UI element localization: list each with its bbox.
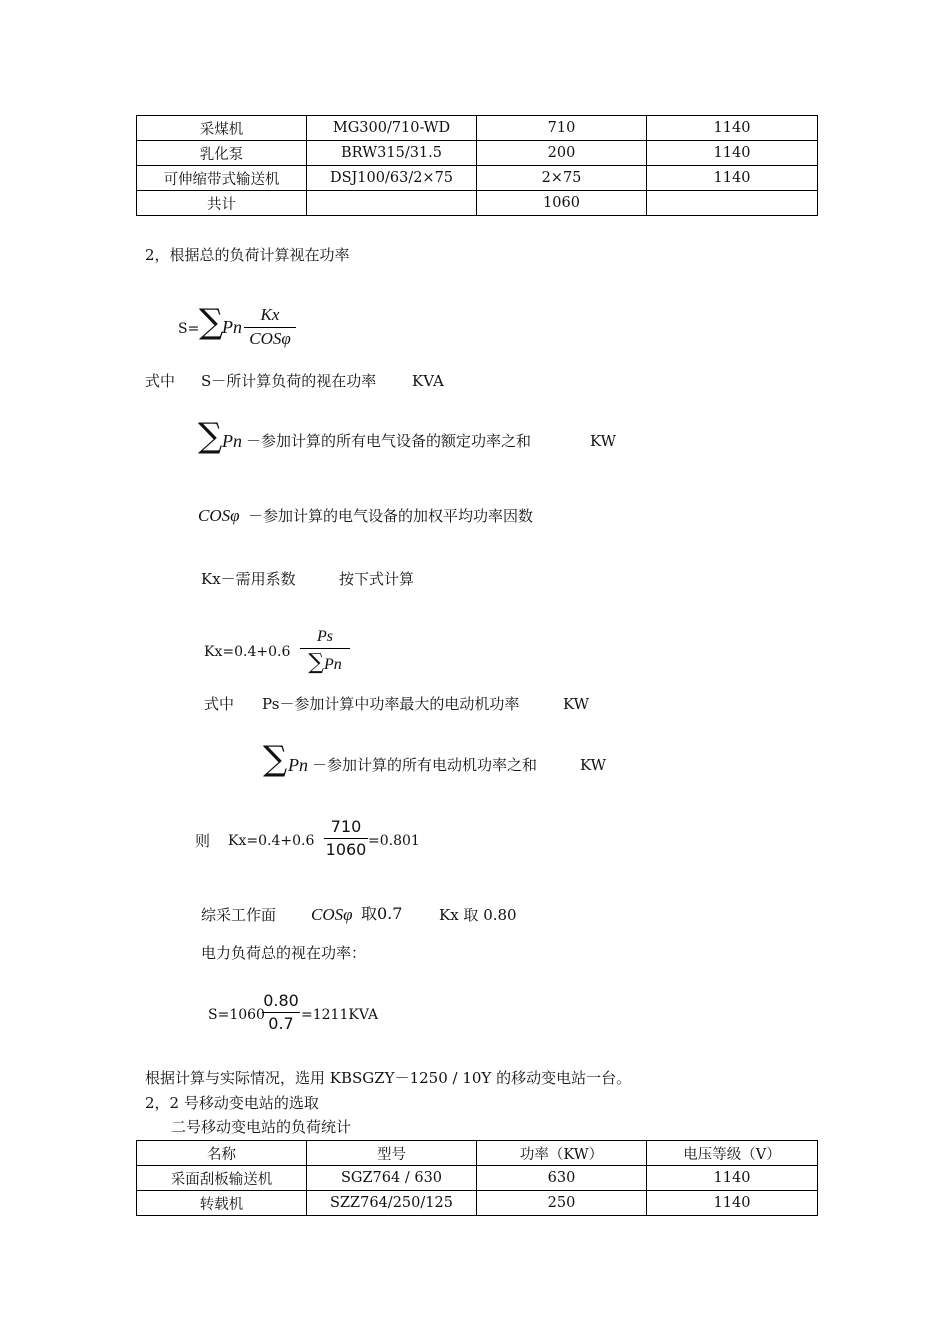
table-row <box>137 166 818 191</box>
table-cell: 1140 <box>647 141 818 166</box>
fraction-numerator: Kx <box>260 305 280 324</box>
face-kx: Kx 取 0.80 <box>439 906 517 924</box>
formula-pn: Pn <box>222 317 242 337</box>
def-pn2-symbol: Pn <box>288 755 308 775</box>
load-table-2 <box>136 1140 818 1216</box>
def-cos: －参加计算的电气设备的加权平均功率因数 <box>248 507 534 525</box>
table-cell: 可伸缩带式输送机 <box>137 166 307 191</box>
table-cell: DSJ100/63/2×75 <box>307 166 477 191</box>
table-cell: 1060 <box>477 191 647 216</box>
def-intro: 式中 <box>145 372 176 390</box>
sigma-symbol: ∑ <box>198 416 223 456</box>
formula-kx-fraction <box>244 306 296 348</box>
def-ps: Ps－参加计算中功率最大的电动机功率 <box>262 695 520 713</box>
sigma-symbol: ∑ <box>199 302 224 342</box>
table-row <box>137 141 818 166</box>
table-cell: 1140 <box>647 1166 818 1191</box>
formula-s-label: S= <box>178 321 200 337</box>
table-cell: SZZ764/250/125 <box>307 1191 477 1216</box>
def-kx: Kx－需用系数 <box>201 570 296 588</box>
table-cell: 采煤机 <box>137 116 307 141</box>
fraction-bar <box>244 327 296 328</box>
table-cell: 1140 <box>647 1191 818 1216</box>
table-cell: 250 <box>477 1191 647 1216</box>
fraction-bar <box>324 838 368 839</box>
fraction-bar <box>262 1012 300 1013</box>
face-cos-value: 取0.7 <box>361 904 403 923</box>
fraction-denominator: 1060 <box>325 839 367 859</box>
def-ps-unit: KW <box>563 695 590 713</box>
fraction-numerator: Ps <box>317 628 333 645</box>
fraction-denominator: COSφ <box>249 328 291 348</box>
def-pn: －参加计算的所有电气设备的额定功率之和 <box>246 432 532 450</box>
fraction-denominator <box>300 651 350 675</box>
table-cell: 2×75 <box>477 166 647 191</box>
calc-kx-label: Kx=0.4+0.6 <box>228 833 315 849</box>
def-pn2: －参加计算的所有电动机功率之和 <box>312 756 538 774</box>
table-row <box>137 191 818 216</box>
table-cell: MG300/710-WD <box>307 116 477 141</box>
calc-then: 则 <box>195 832 211 850</box>
table-cell <box>307 191 477 216</box>
load-table-1-body <box>137 116 818 216</box>
conclusion-text: 根据计算与实际情况，选用 KBSGZY－1250 / 10Y 的移动变电站一台。 <box>145 1069 632 1087</box>
fraction-denominator: 0.7 <box>268 1013 294 1033</box>
fraction-numerator: 710 <box>330 817 362 836</box>
table-cell: 乳化泵 <box>137 141 307 166</box>
def2-intro: 式中 <box>204 695 235 713</box>
table-cell: 200 <box>477 141 647 166</box>
table-header-cell: 型号 <box>307 1141 477 1166</box>
calc-kx-fraction <box>324 818 368 858</box>
face-cos: COSφ <box>311 905 353 924</box>
def-s: S－所计算负荷的视在功率 <box>201 372 377 390</box>
table-row <box>137 116 818 141</box>
table-cell: 630 <box>477 1166 647 1191</box>
fraction-numerator: 0.80 <box>263 991 299 1010</box>
table-cell: SGZ764 / 630 <box>307 1166 477 1191</box>
table-header-row <box>137 1141 818 1166</box>
def-kx-note: 按下式计算 <box>339 570 415 588</box>
table-2-title: 二号移动变电站的负荷统计 <box>171 1118 352 1136</box>
table-row <box>137 1191 818 1216</box>
def-pn-unit: KW <box>590 432 617 450</box>
table-cell: 转载机 <box>137 1191 307 1216</box>
table-row <box>137 1166 818 1191</box>
def-pn-symbol: Pn <box>222 431 242 451</box>
s-calc-result: =1211KVA <box>301 1007 379 1023</box>
kx-formula-label: Kx=0.4+0.6 <box>204 644 291 660</box>
pn-symbol: Pn <box>323 655 342 673</box>
table-cell: 1140 <box>647 166 818 191</box>
s-calc-label: S=1060 <box>208 1007 265 1023</box>
sigma-symbol: ∑ <box>308 649 324 675</box>
table-header-cell: 功率（KW） <box>477 1141 647 1166</box>
calc-kx-result: =0.801 <box>368 833 420 849</box>
table-cell: 1140 <box>647 116 818 141</box>
kx-formula-fraction <box>300 628 350 675</box>
face-label: 综采工作面 <box>201 906 277 924</box>
table-cell: 采面刮板输送机 <box>137 1166 307 1191</box>
table-cell: 共计 <box>137 191 307 216</box>
load-table-1 <box>136 115 818 216</box>
table-cell: BRW315/31.5 <box>307 141 477 166</box>
fraction-bar <box>300 648 350 649</box>
section-heading-substation-2: 2，2 号移动变电站的选取 <box>145 1094 319 1112</box>
table-header-cell: 名称 <box>137 1141 307 1166</box>
table-cell <box>647 191 818 216</box>
s-calc-fraction <box>262 992 300 1032</box>
def-s-unit: KVA <box>412 372 444 390</box>
table-cell: 710 <box>477 116 647 141</box>
load-table-2-header <box>137 1141 818 1166</box>
load-table-2-body <box>137 1166 818 1216</box>
def-pn2-unit: KW <box>580 756 607 774</box>
section-heading-apparent-power: 2，根据总的负荷计算视在功率 <box>145 246 350 264</box>
sigma-symbol: ∑ <box>263 739 288 779</box>
def-cos-symbol: COSφ <box>198 506 240 525</box>
total-apparent-power-label: 电力负荷总的视在功率： <box>201 944 367 962</box>
table-header-cell: 电压等级（V） <box>647 1141 818 1166</box>
